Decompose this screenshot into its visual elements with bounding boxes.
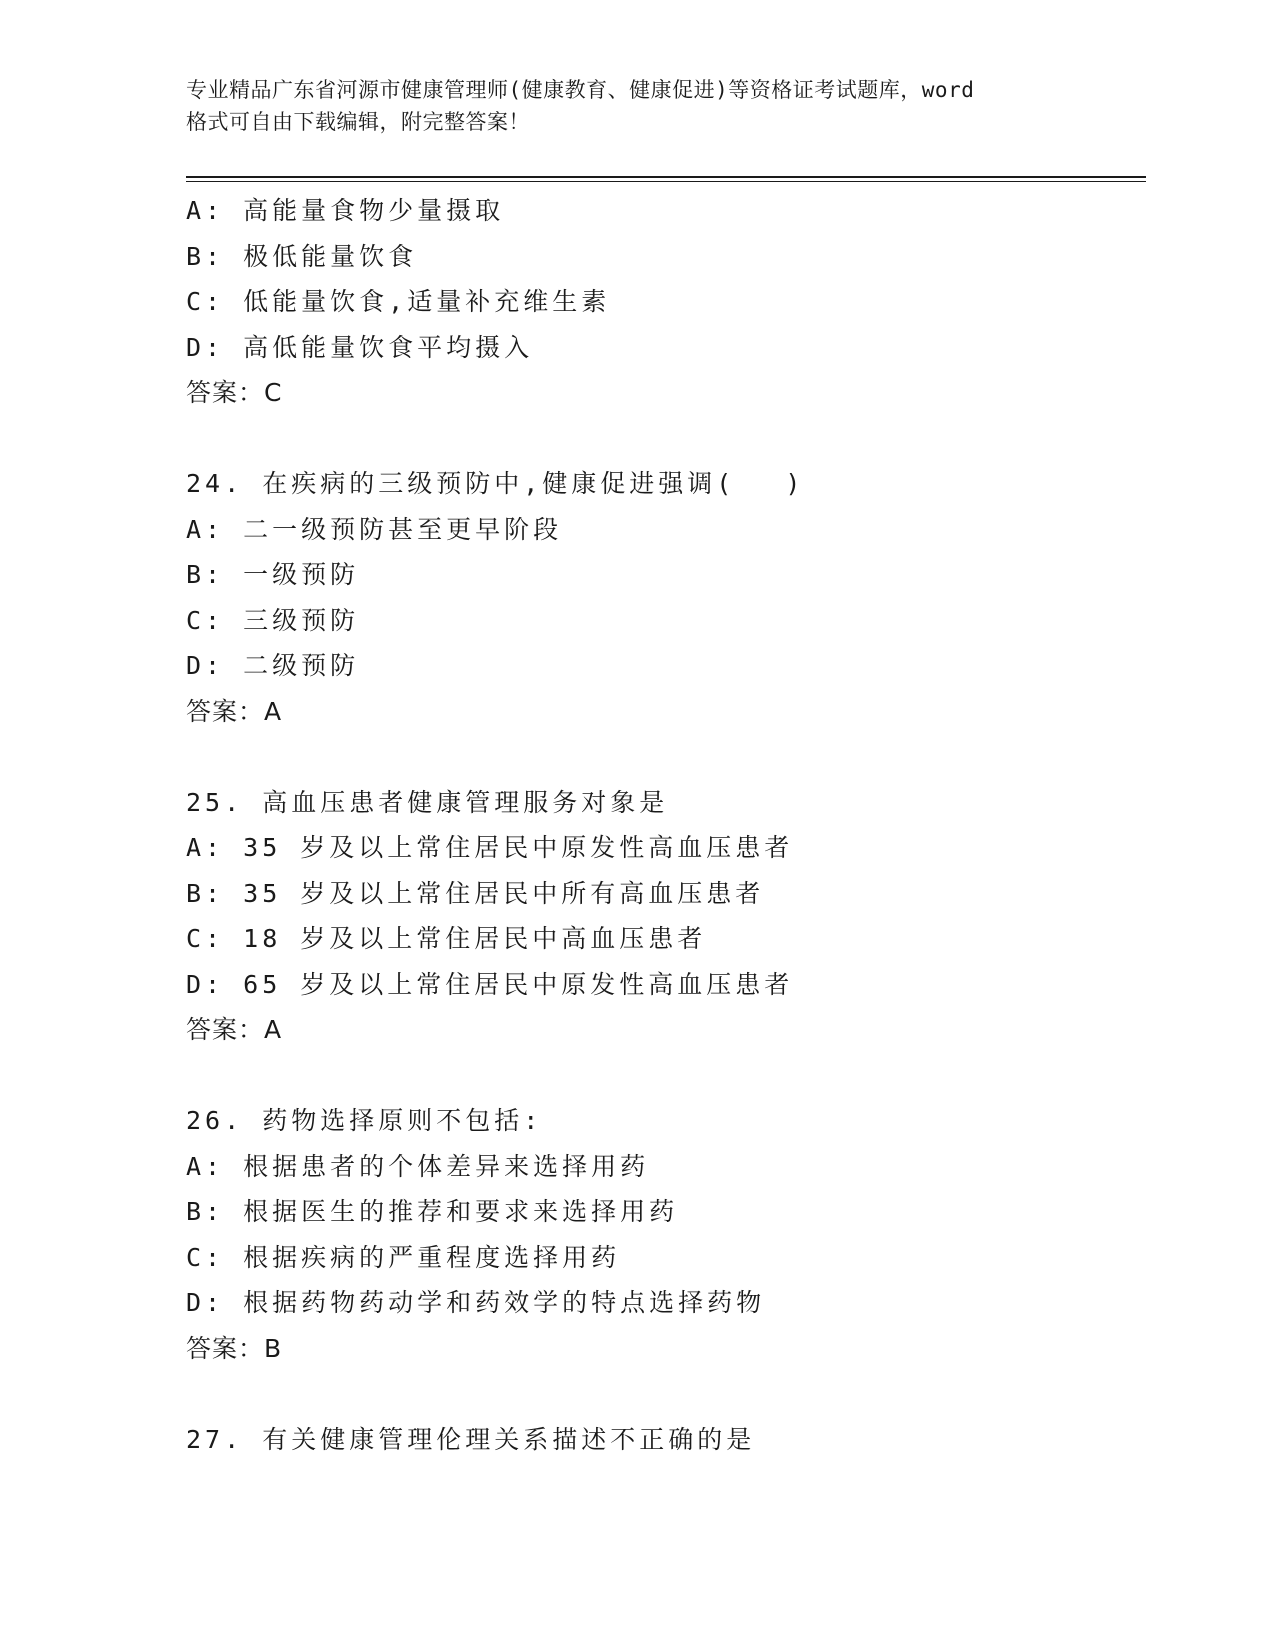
- answer: 答案：A: [186, 1015, 283, 1044]
- spacer: [186, 1371, 1126, 1417]
- answer: 答案：A: [186, 696, 283, 726]
- question-25: [186, 780, 1126, 1053]
- option-d: D: 根据药物药动学和药效学的特点选择药物: [186, 1288, 766, 1317]
- option-b: B: 根据医生的推荐和要求来选择用药: [186, 1197, 679, 1226]
- question-27: [186, 1417, 1126, 1463]
- option-c: C: 低能量饮食,适量补充维生素: [186, 287, 611, 316]
- option-a: A: 35 岁及以上常住居民中原发性高血压患者: [186, 833, 794, 862]
- question-stem: 26. 药物选择原则不包括:: [186, 1106, 543, 1135]
- option-d: D: 65 岁及以上常住居民中原发性高血压患者: [186, 969, 794, 999]
- document-header: [186, 74, 1086, 138]
- option-b: B: 35 岁及以上常住居民中所有高血压患者: [186, 878, 765, 908]
- question-26: [186, 1098, 1126, 1371]
- question-23: [186, 188, 1126, 416]
- header-divider-thick: [186, 176, 1146, 178]
- answer: 答案：C: [186, 378, 283, 407]
- header-line-2: 格式可自由下载编辑，附完整答案！: [186, 110, 530, 134]
- option-d: D: 高低能量饮食平均摄入: [186, 332, 534, 362]
- option-d: D: 二级预防: [186, 651, 360, 680]
- spacer: [186, 734, 1126, 780]
- question-stem-text: 24. 在疾病的三级预防中,健康促进强调(: [186, 469, 736, 498]
- spacer: [186, 1053, 1126, 1099]
- answer: 答案：B: [186, 1333, 283, 1363]
- option-a: A: 二一级预防甚至更早阶段: [186, 514, 563, 544]
- question-stem: [186, 461, 1126, 507]
- header-line-1: 专业精品广东省河源市健康管理师(健康教育、健康促进)等资格证考试题库，word: [186, 78, 975, 102]
- option-c: C: 18 岁及以上常住居民中高血压患者: [186, 924, 707, 953]
- header-divider-thin: [186, 181, 1146, 182]
- question-stem: 25. 高血压患者健康管理服务对象是: [186, 787, 669, 817]
- question-list: [186, 188, 1126, 1462]
- option-b: B: 一级预防: [186, 560, 360, 589]
- option-a: A: 根据患者的个体差异来选择用药: [186, 1151, 650, 1181]
- question-24: [186, 461, 1126, 734]
- option-c: C: 三级预防: [186, 605, 360, 635]
- question-stem-close: ): [785, 469, 805, 498]
- option-a: A: 高能量食物少量摄取: [186, 196, 505, 225]
- option-c: C: 根据疾病的严重程度选择用药: [186, 1242, 621, 1272]
- spacer: [186, 416, 1126, 462]
- question-stem: 27. 有关健康管理伦理关系描述不正确的是: [186, 1424, 756, 1454]
- option-b: B: 极低能量饮食: [186, 241, 418, 271]
